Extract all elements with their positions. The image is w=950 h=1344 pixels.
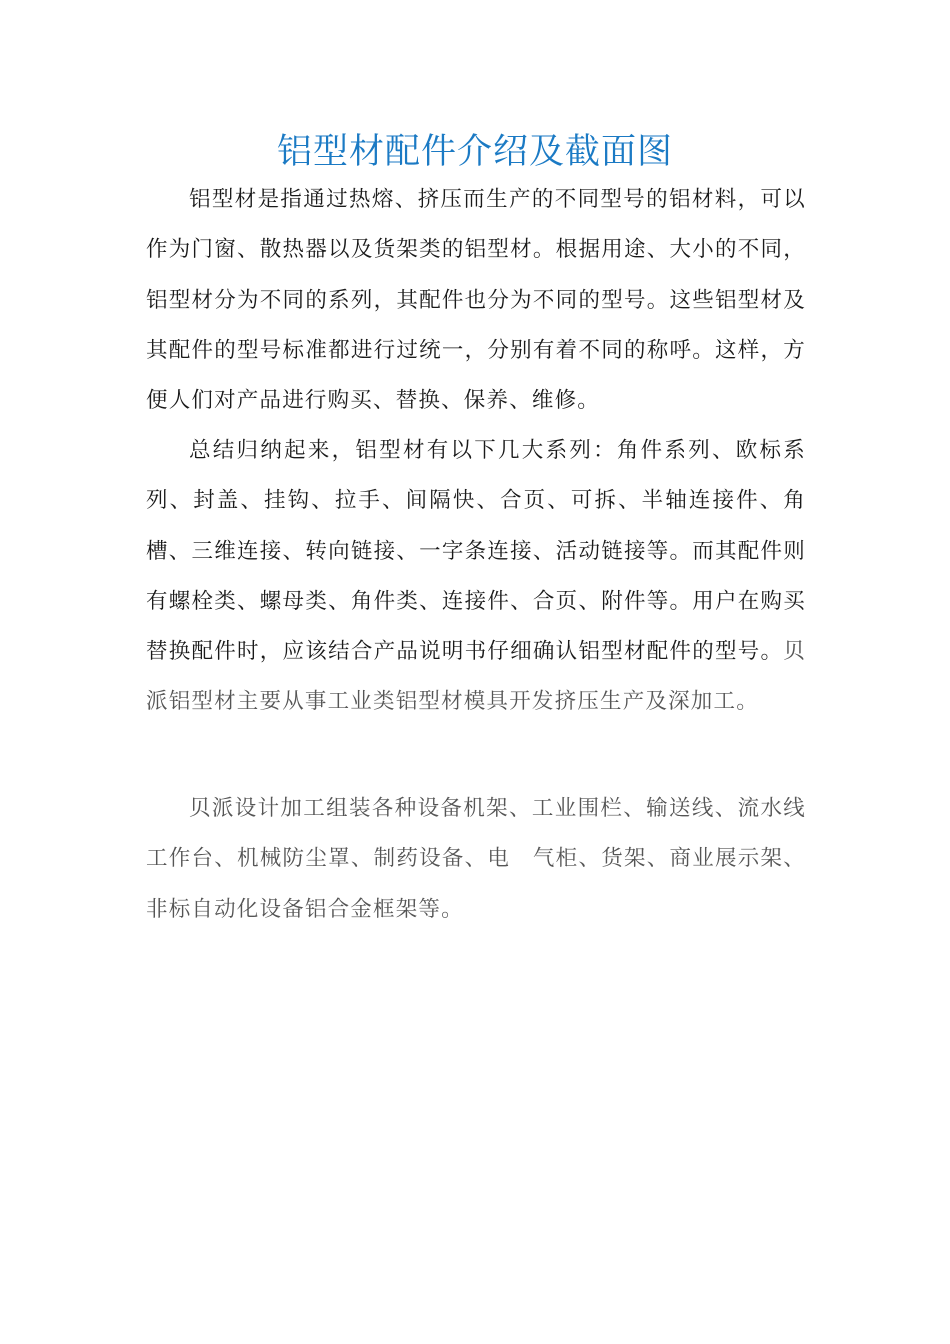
paragraph-intro-text: 铝型材是指通过热熔、挤压而生产的不同型号的铝材料，可以作为门窗、散热器以及货架类的铝型材。根据用途、大小的不同，铝型材分为不同的系列，其配件也分为不同的型号。这些铝型材及其配件的型号标准都进行过统一，分别有着不同的称呼。这样，方便人们对产品进行购买、替换、保养、维修。: [146, 187, 806, 414]
paragraph-intro: [146, 175, 806, 426]
paragraph-services: [146, 784, 806, 935]
paragraph-series-tail: 贝派铝型材主要从事工业类铝型材模具开发挤压生产及深加工。: [146, 639, 806, 715]
paragraph-services-text: 贝派设计加工组装各种设备机架、工业围栏、输送线、流水线工作台、机械防尘罩、制药设备、电 气柜、货架、商业展示架、非标自动化设备铝合金框架等。: [146, 796, 806, 922]
document-title: 铝型材配件介绍及截面图: [276, 132, 673, 172]
paragraph-series: [146, 426, 806, 728]
paragraph-series-text: 总结归纳起来，铝型材有以下几大系列：角件系列、欧标系列、封盖、挂钩、拉手、间隔快、合页、可拆、半轴连接件、角槽、三维连接、转向链接、一字条连接、活动链接等。而其配件则有螺栓类、螺母类、角件类、连接件、合页、附件等。用户在购买替换配件时，应该结合产品说明书仔细确认铝型材配件的型号。: [146, 438, 806, 665]
